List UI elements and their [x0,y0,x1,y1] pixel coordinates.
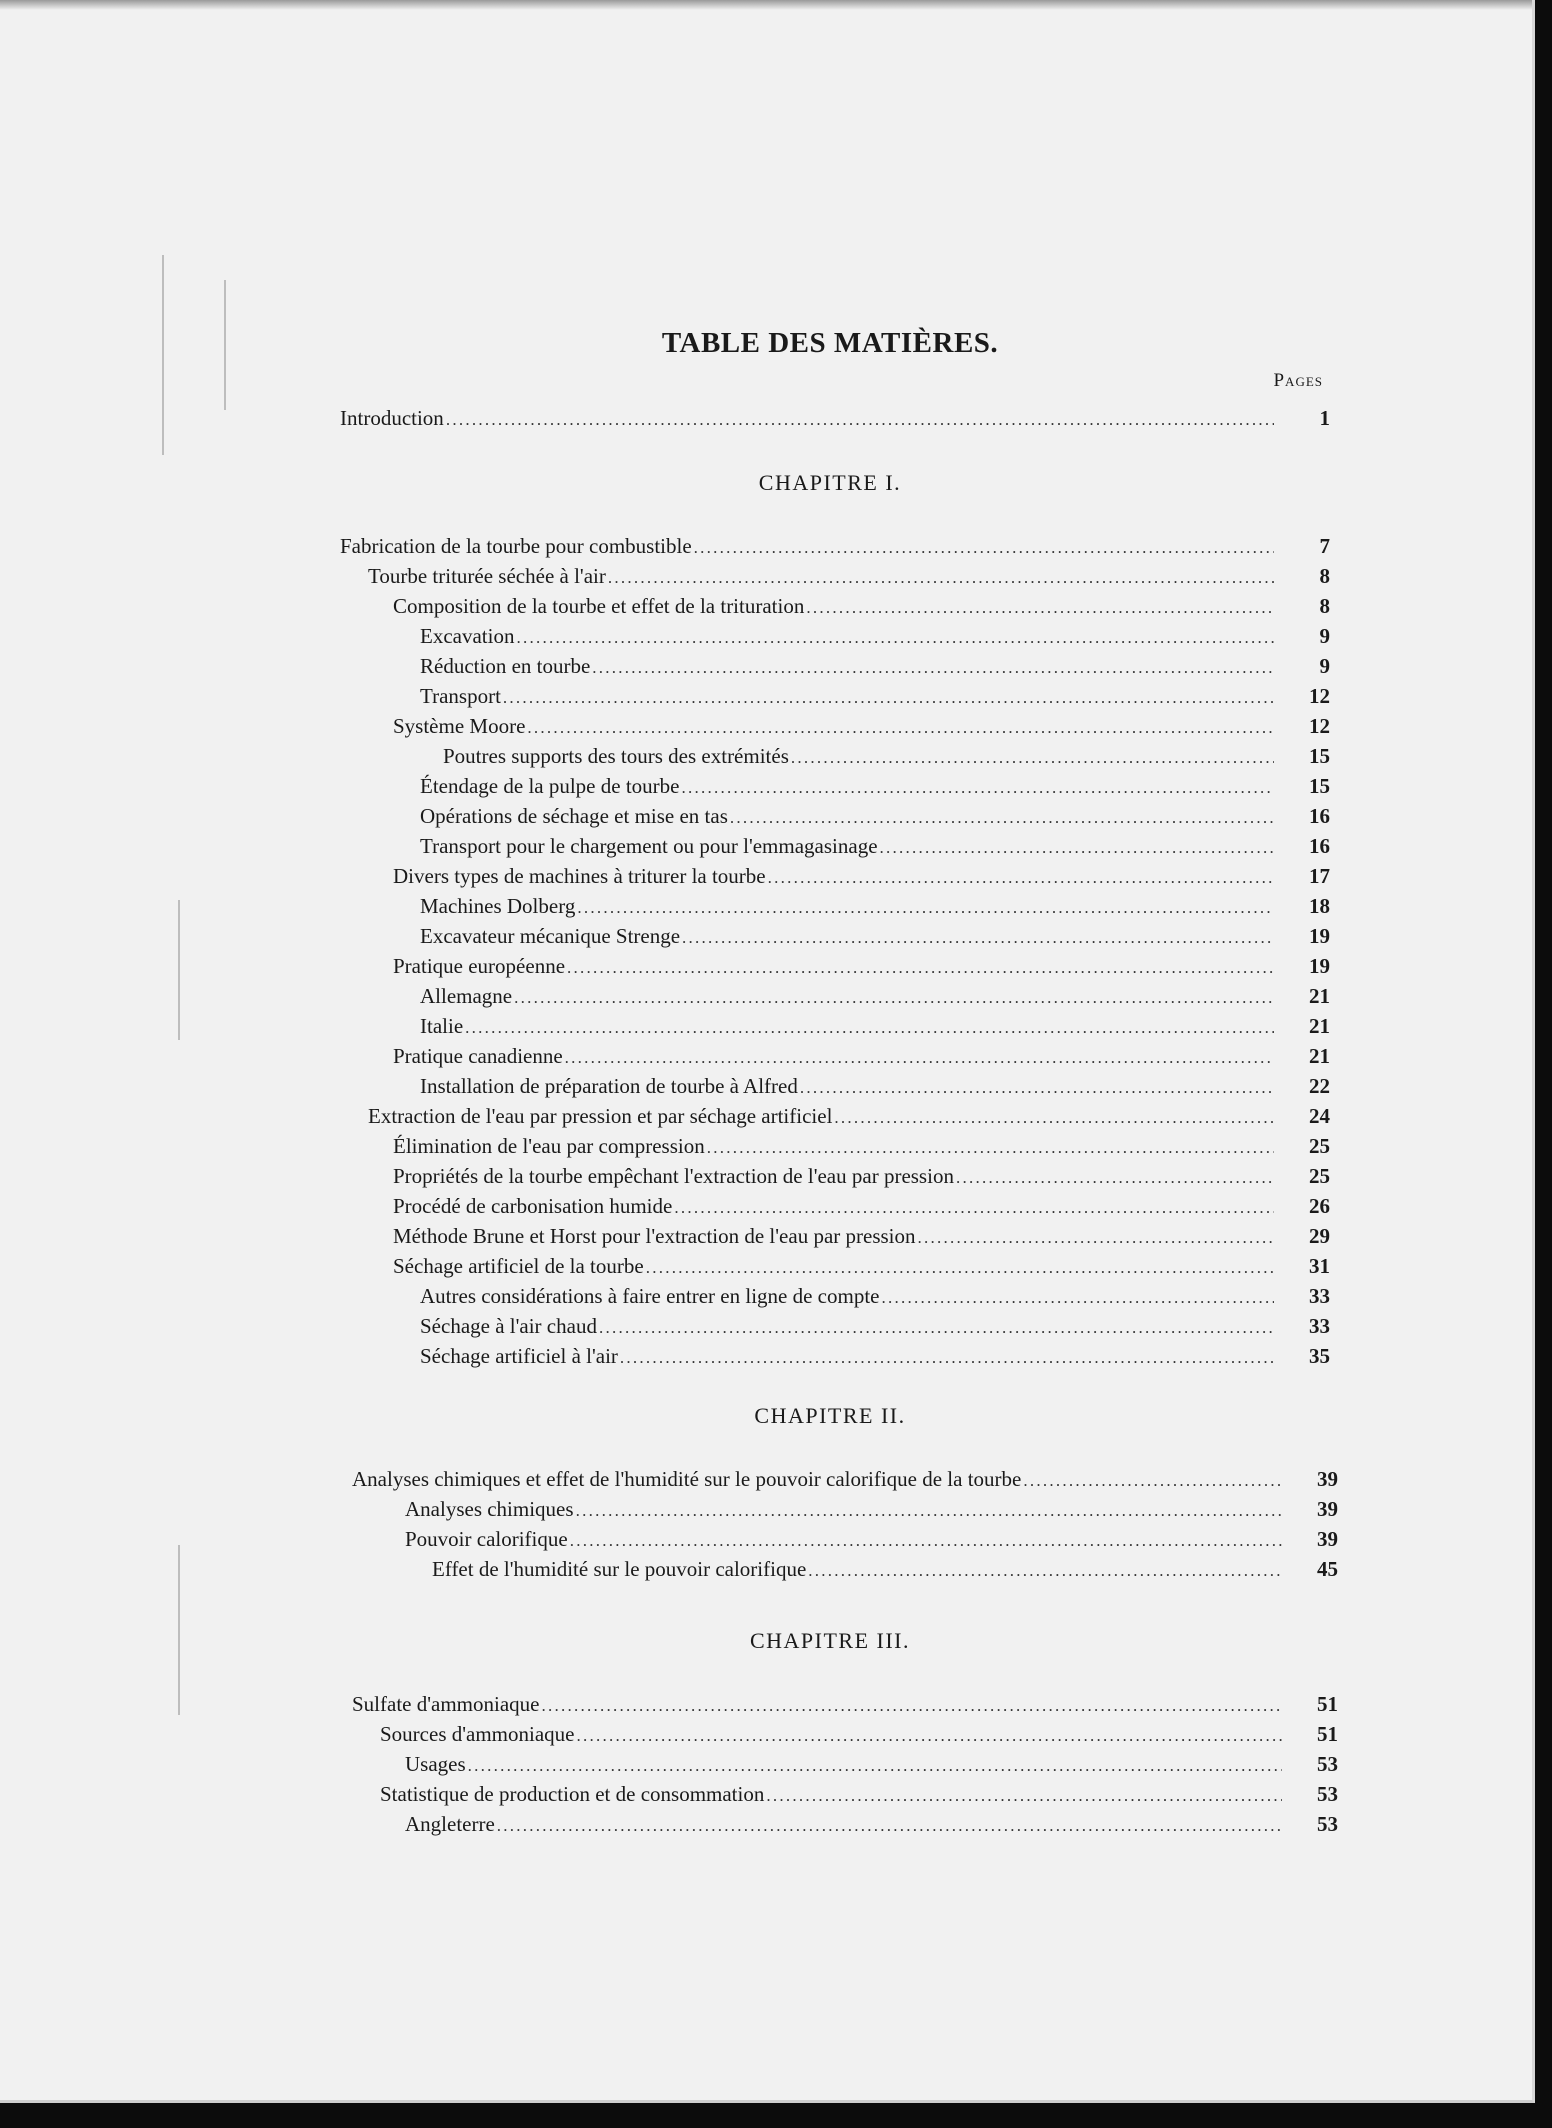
toc-entry-page-number: 29 [1309,1224,1330,1248]
chapter-heading: CHAPITRE II. [754,1403,906,1428]
toc-entry-page-number: 24 [1309,1104,1330,1128]
dot-leader [707,1134,1274,1162]
toc-entry-label: Excavation [420,624,515,648]
toc-entry [393,712,1330,740]
toc-entry-page-number: 19 [1309,924,1330,948]
toc-entry [420,892,1330,920]
toc-entry-label: Transport [420,684,501,708]
dot-leader [694,534,1274,562]
toc-entry-page-number: 16 [1309,834,1330,858]
dot-leader [800,1074,1274,1102]
toc-entry-label: Sources d'ammoniaque [380,1722,575,1746]
toc-entry [420,772,1330,800]
toc-entry-page-number: 25 [1309,1164,1330,1188]
toc-entry-page-number: 39 [1317,1497,1338,1521]
dot-leader [565,1044,1274,1072]
toc-entry-label: Angleterre [405,1812,495,1836]
toc-entry [368,1102,1330,1130]
toc-entry-page-number: 15 [1309,744,1330,768]
chapter-heading: CHAPITRE III. [749,1628,911,1653]
dot-leader [527,714,1274,742]
toc-entry-page-number: 39 [1317,1467,1338,1491]
toc-entry-page-number: 21 [1309,984,1330,1008]
toc-entry [393,862,1330,890]
toc-entry-page-number: 1 [1319,406,1330,430]
toc-entry-page-number: 8 [1319,564,1330,588]
toc-entry [380,1720,1338,1748]
toc-entry [420,1072,1330,1100]
toc-entry-page-number: 15 [1309,774,1330,798]
toc-entry-label: Analyses chimiques [405,1497,574,1521]
toc-entry-page-number: 18 [1309,894,1330,918]
toc-entry-page-number: 51 [1317,1722,1338,1746]
dot-leader [576,1497,1282,1525]
toc-entry-page-number: 35 [1309,1344,1330,1368]
chapter-heading: CHAPITRE I. [758,470,902,495]
toc-entry [393,952,1330,980]
toc-entry [352,1465,1338,1493]
dot-leader [468,1752,1282,1780]
toc-entry [420,1312,1330,1340]
toc-entry [368,562,1330,590]
dot-leader [881,1284,1274,1312]
dot-leader [674,1194,1274,1222]
dot-leader [514,984,1274,1012]
toc-entry [340,404,1330,432]
dot-leader [503,684,1274,712]
toc-entry-page-number: 33 [1309,1314,1330,1338]
dot-leader [682,924,1274,952]
dot-leader [956,1164,1274,1192]
toc-entry-label: Séchage à l'air chaud [420,1314,597,1338]
toc-entry-label: Pouvoir calorifique [405,1527,568,1551]
dot-leader [577,894,1274,922]
toc-entry-page-number: 53 [1317,1782,1338,1806]
toc-entry [380,1780,1338,1808]
toc-entry [393,1042,1330,1070]
dot-leader [918,1224,1275,1252]
dot-leader [541,1692,1282,1720]
toc-entry-label: Effet de l'humidité sur le pouvoir calorifique [432,1557,807,1581]
toc-entry [432,1555,1338,1583]
toc-entry [420,832,1330,860]
toc-entry [443,742,1330,770]
toc-entry [420,1342,1330,1370]
toc-entry [340,532,1330,560]
toc-entry [405,1495,1338,1523]
dot-leader [681,774,1274,802]
dot-leader [577,1722,1283,1750]
toc-entry-label: Machines Dolberg [420,894,576,918]
toc-entry-page-number: 31 [1309,1254,1330,1278]
toc-entry-label: Fabrication de la tourbe pour combustible [340,534,692,558]
toc-entry [393,592,1330,620]
toc-entry [405,1810,1338,1838]
pages-column-label: Pages [1273,370,1323,391]
dot-leader [766,1782,1282,1810]
toc-entry-label: Italie [420,1014,464,1038]
toc-entry-page-number: 17 [1309,864,1330,888]
toc-entry-label: Allemagne [420,984,513,1008]
toc-entry-label: Statistique de production et de consommation [380,1782,765,1806]
toc-entry-label: Excavateur mécanique Strenge [420,924,681,948]
toc-entry-page-number: 25 [1309,1134,1330,1158]
page-title: TABLE DES MATIÈRES. [661,327,999,359]
toc-entry-page-number: 7 [1319,534,1330,558]
toc-entry-label: Tourbe triturée séchée à l'air [368,564,606,588]
toc-entry-label: Composition de la tourbe et effet de la trituration [393,594,805,618]
dot-leader [497,1812,1282,1840]
toc-entry-page-number: 19 [1309,954,1330,978]
toc-entry-page-number: 26 [1309,1194,1330,1218]
dot-leader [808,1557,1282,1585]
toc-entry-page-number: 12 [1309,714,1330,738]
toc-entry [420,1282,1330,1310]
toc-entry-label: Autres considérations à faire entrer en ligne de compte [420,1284,880,1308]
toc-entry-label: Réduction en tourbe [420,654,591,678]
dot-leader [465,1014,1274,1042]
toc-entry-page-number: 53 [1317,1812,1338,1836]
dot-leader [592,654,1274,682]
dot-leader [608,564,1274,592]
toc-entry-page-number: 12 [1309,684,1330,708]
toc-entry [405,1750,1338,1778]
dot-leader [620,1344,1274,1372]
toc-entry-page-number: 45 [1317,1557,1338,1581]
toc-entry-label: Transport pour le chargement ou pour l'emmagasinage [420,834,878,858]
toc-entry-label: Méthode Brune et Horst pour l'extraction de l'eau par pression [393,1224,916,1248]
toc-entry-page-number: 9 [1319,654,1330,678]
toc-entry-label: Étendage de la pulpe de tourbe [420,774,680,798]
toc-entry-label: Séchage artificiel de la tourbe [393,1254,644,1278]
toc-entry [405,1525,1338,1553]
toc-entry-page-number: 8 [1319,594,1330,618]
toc-entry [393,1192,1330,1220]
dot-leader [730,804,1274,832]
toc-entry [420,652,1330,680]
toc-entry-page-number: 51 [1317,1692,1338,1716]
toc-entry-page-number: 9 [1319,624,1330,648]
toc-entry-label: Analyses chimiques et effet de l'humidité sur le pouvoir calorifique de la tourbe [352,1467,1022,1491]
toc-entry [420,1012,1330,1040]
binding-stitch [178,900,180,1040]
toc-entry-page-number: 21 [1309,1014,1330,1038]
toc-entry [420,682,1330,710]
toc-entry-label: Procédé de carbonisation humide [393,1194,673,1218]
dot-leader [446,406,1274,434]
dot-leader [768,864,1274,892]
dot-leader [880,834,1274,862]
toc-entry-label: Usages [405,1752,466,1776]
toc-entry-label: Opérations de séchage et mise en tas [420,804,728,828]
toc-entry [393,1222,1330,1250]
dot-leader [646,1254,1274,1282]
toc-entry-label: Installation de préparation de tourbe à Alfred [420,1074,798,1098]
toc-entry [420,802,1330,830]
toc-entry-label: Propriétés de la tourbe empêchant l'extraction de l'eau par pression [393,1164,954,1188]
toc-entry-page-number: 21 [1309,1044,1330,1068]
toc-entry-label: Séchage artificiel à l'air [420,1344,618,1368]
dot-leader [791,744,1274,772]
toc-entry-label: Poutres supports des tours des extrémités [443,744,789,768]
dot-leader [806,594,1274,622]
toc-entry-page-number: 39 [1317,1527,1338,1551]
toc-entry [420,622,1330,650]
toc-entry-page-number: 16 [1309,804,1330,828]
page-top-edge [0,0,1532,10]
toc-entry-label: Élimination de l'eau par compression [393,1134,705,1158]
dot-leader [570,1527,1282,1555]
toc-entry-page-number: 33 [1309,1284,1330,1308]
toc-entry-label: Introduction [340,406,444,430]
toc-entry-label: Pratique européenne [393,954,566,978]
toc-entry-label: Système Moore [393,714,526,738]
toc-entry [393,1162,1330,1190]
toc-entry-label: Pratique canadienne [393,1044,563,1068]
toc-entry-label: Sulfate d'ammoniaque [352,1692,540,1716]
dot-leader [834,1104,1274,1132]
dot-leader [567,954,1274,982]
toc-entry [420,982,1330,1010]
toc-entry-page-number: 53 [1317,1752,1338,1776]
toc-entry [420,922,1330,950]
toc-entry [352,1690,1338,1718]
toc-entry-label: Extraction de l'eau par pression et par séchage artificiel [368,1104,833,1128]
toc-entry [393,1132,1330,1160]
toc-entry-page-number: 22 [1309,1074,1330,1098]
dot-leader [1023,1467,1282,1495]
toc-entry [393,1252,1330,1280]
dot-leader [599,1314,1274,1342]
dot-leader [516,624,1274,652]
toc-entry-label: Divers types de machines à triturer la tourbe [393,864,766,888]
